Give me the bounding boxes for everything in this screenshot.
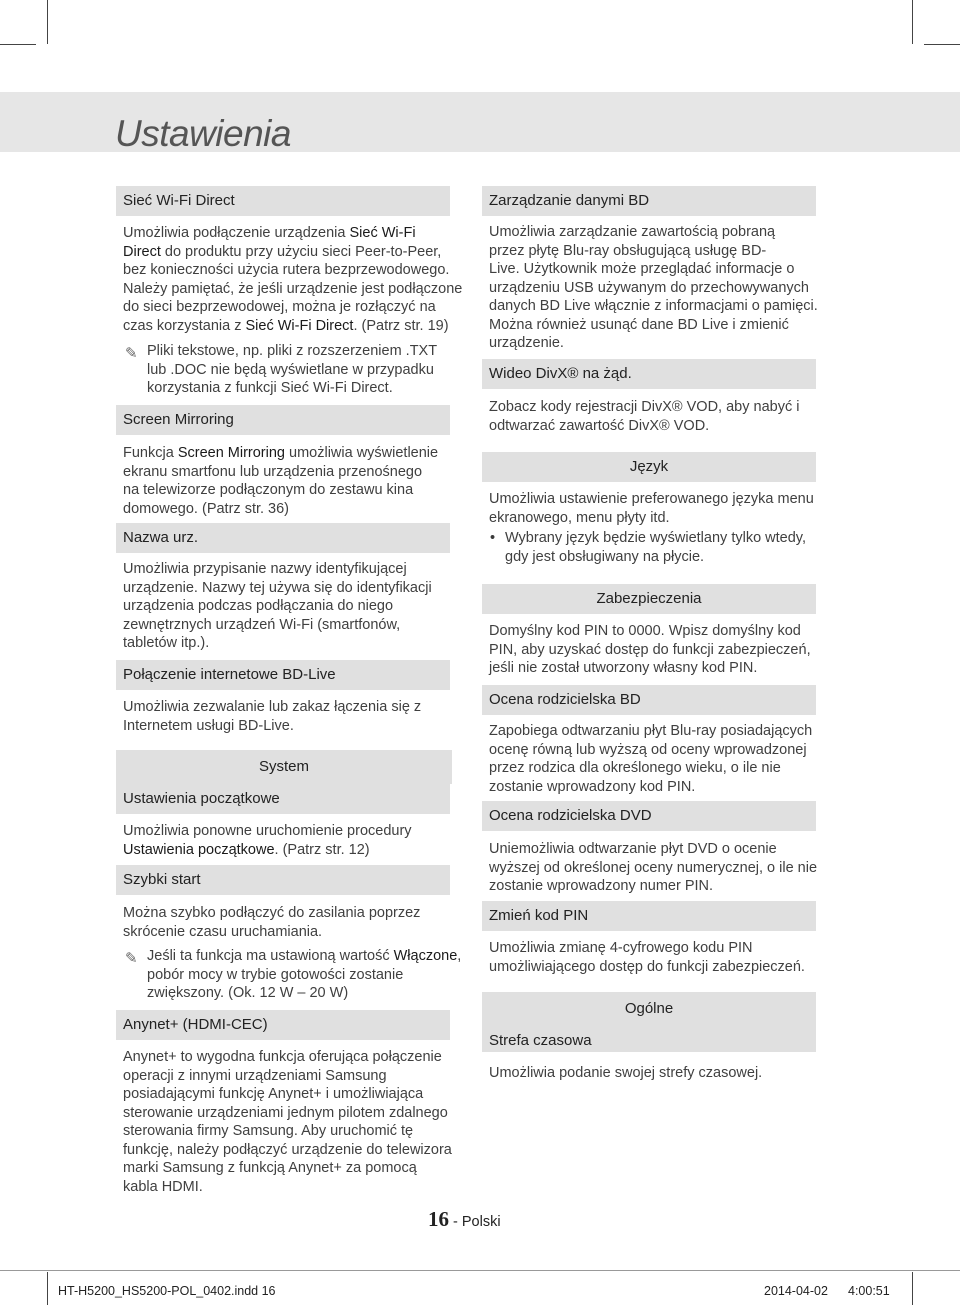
dvd-rating-text-line: wyższej od określonej oceny numerycznej, o ile nie: [489, 859, 818, 876]
section-header-quick-start: Szybki start: [116, 865, 450, 895]
wifi-direct-text-line: [123, 243, 441, 262]
section-header-change-pin: Zmień kod PIN: [482, 901, 816, 931]
anynet-text-line: marki Samsung z funkcją Anynet+ za pomocą: [123, 1160, 417, 1176]
change-pin-text-line: umożliwiającego dostęp do funkcji zabezpieczeń.: [489, 958, 805, 975]
change-pin-text-line: Umożliwia zmianę 4-cyfrowego kodu PIN: [489, 940, 753, 956]
bd-rating-text-line: ocenę równą lub wyższą od oceny wprowadzonej: [489, 741, 807, 758]
wifi-direct-text-segment: bez konieczności użycia rutera bezprzewodowego.: [123, 262, 450, 278]
wifi-direct-text-segment: Należy pamiętać, że jeśli urządzenie jest podłączone: [123, 280, 463, 297]
quick-start-note-segment: pobór mocy w trybie gotowości zostanie: [147, 966, 404, 983]
initial-settings-text-segment: Umożliwia ponowne uruchomienie procedury: [123, 823, 412, 839]
device-name-text-line: urządzenie. Nazwy tej używa się do identyfikacji: [123, 579, 432, 596]
bd-live-text-line: Internetem usługi BD-Live.: [123, 717, 294, 734]
crop-mark: [47, 0, 48, 44]
bd-data-text-line: urządzeniu USB używanym do przechowywanych: [489, 279, 809, 296]
screen-mirroring-text-line: [123, 500, 289, 519]
section-header-bd-live: Połączenie internetowe BD-Live: [116, 660, 450, 690]
initial-settings-text-segment: . (Patrz str. 12): [274, 841, 370, 858]
initial-settings-text-line: [123, 822, 412, 841]
timezone-text-line: Umożliwia podanie swojej strefy czasowej.: [489, 1065, 763, 1081]
page-number: [428, 1207, 501, 1232]
dvd-rating-text-line: Uniemożliwia odtwarzanie płyt DVD o ocenie: [489, 841, 777, 857]
page-language: - Polski: [449, 1214, 501, 1230]
dvd-rating-text-line: zostanie wprowadzony numer PIN.: [489, 878, 714, 894]
bd-live-text-line: Umożliwia zezwalanie lub zakaz łączenia się z: [123, 699, 422, 715]
section-header-initial-settings: Ustawienia początkowe: [116, 784, 450, 814]
wifi-direct-text-line: [123, 298, 436, 317]
section-header-screen-mirroring: Screen Mirroring: [116, 405, 450, 435]
device-name-text-line: urządzenia podczas podłączania do niego: [123, 598, 394, 614]
section-header-device-name: Nazwa urz.: [116, 523, 450, 553]
anynet-text-line: Anynet+ to wygodna funkcja oferująca połączenie: [123, 1049, 442, 1065]
wifi-direct-text-segment: Sieć Wi-Fi: [349, 225, 416, 241]
screen-mirroring-text-line: [123, 463, 422, 482]
device-name-text-line: zewnętrznych urządzeń Wi-Fi (smartfonów,: [123, 616, 401, 633]
wifi-direct-text-segment: do produktu przy użyciu sieci Peer-to-Peer,: [160, 243, 442, 260]
quick-start-note-segment: zwiększony. (Ok. 12 W – 20 W): [147, 985, 349, 1001]
security-text-line: Domyślny kod PIN to 0000. Wpisz domyślny kod: [489, 623, 801, 639]
quick-start-note-line: [147, 966, 403, 985]
footer-date: 2014-04-02: [764, 1284, 828, 1298]
bd-data-text-line: Można również usunąć dane BD Live i zmienić: [489, 316, 789, 333]
section-header-dvd-rating: Ocena rodzicielska DVD: [482, 801, 816, 831]
section-header-timezone: Strefa czasowa: [489, 1032, 592, 1049]
bullet-icon: •: [490, 530, 496, 546]
bd-rating-text-line: zostanie wprowadzony kod PIN.: [489, 778, 696, 795]
wifi-direct-text-segment: . (Patrz str. 19): [353, 317, 449, 334]
section-header-divx: Wideo DivX® na żąd.: [482, 359, 816, 389]
crop-mark: [47, 1272, 48, 1305]
bd-data-text-line: przez płytę Blu-ray obsługującą usługę BD-: [489, 242, 767, 259]
wifi-direct-text-line: [123, 261, 449, 280]
section-band-general: Ogólne: [482, 992, 816, 1052]
screen-mirroring-text-segment: na telewizorze podłączonym do zestawu kina: [123, 482, 414, 498]
bd-data-text-line: Umożliwia zarządzanie zawartością pobraną: [489, 224, 776, 240]
quick-start-note-line: [147, 984, 348, 1003]
footer-filename: HT-H5200_HS5200-POL_0402.indd 16: [58, 1284, 276, 1298]
section-header-wifi-direct: Sieć Wi-Fi Direct: [116, 186, 450, 216]
screen-mirroring-text-line: [123, 481, 413, 500]
divx-text-line: Zobacz kody rejestracji DivX® VOD, aby nabyć i: [489, 399, 800, 415]
anynet-text-line: sterowanie urządzeniami jednym pilotem zdalnego: [123, 1104, 448, 1121]
section-header-bd-data: Zarządzanie danymi BD: [482, 186, 816, 216]
page-title: Ustawienia: [115, 113, 291, 154]
wifi-direct-text-line: [123, 224, 416, 243]
anynet-text-line: kabla HDMI.: [123, 1178, 203, 1195]
quick-start-note-segment: Włączone: [393, 948, 458, 964]
section-header-anynet: Anynet+ (HDMI-CEC): [116, 1010, 450, 1040]
crop-mark: [0, 44, 36, 45]
section-header-security: Zabezpieczenia: [482, 584, 816, 614]
wifi-direct-note-line: lub .DOC nie będą wyświetlane w przypadku: [147, 361, 434, 378]
screen-mirroring-text-segment: Screen Mirroring: [177, 445, 285, 461]
bd-rating-text-line: Zapobiega odtwarzaniu płyt Blu-ray posiadających: [489, 723, 813, 739]
language-text-line: ekranowego, menu płyty itd.: [489, 509, 670, 526]
wifi-direct-text-segment: do sieci bezprzewodowej, można je rozłączyć na: [123, 299, 436, 315]
divx-text-line: odtwarzać zawartość DivX® VOD.: [489, 417, 710, 434]
language-text-line: Umożliwia ustawienie preferowanego języka menu: [489, 491, 814, 507]
screen-mirroring-text-segment: domowego. (Patrz str. 36): [123, 500, 290, 517]
bd-rating-text-line: przez rodzica dla określonego wieku, o ile nie: [489, 760, 781, 776]
initial-settings-text-line: [123, 841, 370, 860]
bd-data-text-line: urządzenie.: [489, 335, 564, 351]
bd-data-text-line: Live. Użytkownik może przeglądać informacje o: [489, 261, 795, 277]
wifi-direct-text-segment: Umożliwia podłączenie urządzenia: [123, 225, 350, 241]
footer-time: 4:00:51: [848, 1284, 890, 1298]
quick-start-note-segment: ,: [457, 948, 462, 964]
wifi-direct-note-line: Pliki tekstowe, np. pliki z rozszerzeniem .TXT: [147, 343, 438, 359]
section-header-bd-rating: Ocena rodzicielska BD: [482, 685, 816, 715]
note-icon: ✎: [125, 345, 138, 362]
crop-mark: [912, 1272, 913, 1305]
screen-mirroring-text-line: [123, 444, 438, 463]
anynet-text-line: posiadającymi funkcję Anynet+ i umożliwiająca: [123, 1086, 424, 1102]
quick-start-note-segment: Jeśli ta funkcja ma ustawioną wartość: [147, 948, 394, 964]
device-name-text-line: Umożliwia przypisanie nazwy identyfikującej: [123, 561, 407, 577]
wifi-direct-text-line: [123, 317, 449, 336]
quick-start-note-line: [147, 947, 461, 966]
quick-start-text-line: Można szybko podłączyć do zasilania poprzez: [123, 905, 421, 921]
wifi-direct-text-segment: Sieć Wi-Fi Direct: [245, 317, 354, 334]
bd-data-text-line: danych BD Live włącznie z informacjami o pamięci.: [489, 298, 818, 314]
wifi-direct-text-segment: Direct: [123, 243, 161, 260]
section-header-language: Język: [482, 452, 816, 482]
anynet-text-line: operacji z innymi urządzeniami Samsung: [123, 1067, 387, 1084]
anynet-text-line: funkcję, należy podłączyć urządzenie do telewizora: [123, 1141, 452, 1158]
language-bullet-line: Wybrany język będzie wyświetlany tylko wtedy,: [505, 530, 806, 546]
security-text-line: jeśli nie został utworzony własny kod PIN.: [489, 660, 758, 676]
initial-settings-text-segment: Ustawienia początkowe: [123, 841, 275, 858]
wifi-direct-note-line: korzystania z funkcji Sieć Wi-Fi Direct.: [147, 380, 393, 396]
note-icon: ✎: [125, 950, 138, 967]
page-number-value: 16: [428, 1207, 449, 1231]
security-text-line: PIN, aby uzyskać dostęp do funkcji zabezpieczeń,: [489, 641, 811, 658]
footer-rule: [0, 1270, 960, 1271]
anynet-text-line: sterowania firmy Samsung. Aby uruchomić tę: [123, 1123, 414, 1139]
section-band-system: System: [116, 750, 452, 784]
crop-mark: [924, 44, 960, 45]
language-bullet-line: gdy jest obsługiwany na płycie.: [505, 548, 705, 565]
wifi-direct-text-line: [123, 280, 462, 299]
device-name-text-line: tabletów itp.).: [123, 635, 210, 651]
screen-mirroring-text-segment: Funkcja: [123, 445, 178, 461]
crop-mark: [912, 0, 913, 44]
quick-start-text-line: skrócenie czasu uruchamiania.: [123, 923, 323, 940]
screen-mirroring-text-segment: umożliwia wyświetlenie: [284, 445, 439, 461]
screen-mirroring-text-segment: ekranu smartfonu lub urządzenia przenośnego: [123, 463, 423, 480]
wifi-direct-text-segment: czas korzystania z: [123, 317, 246, 334]
